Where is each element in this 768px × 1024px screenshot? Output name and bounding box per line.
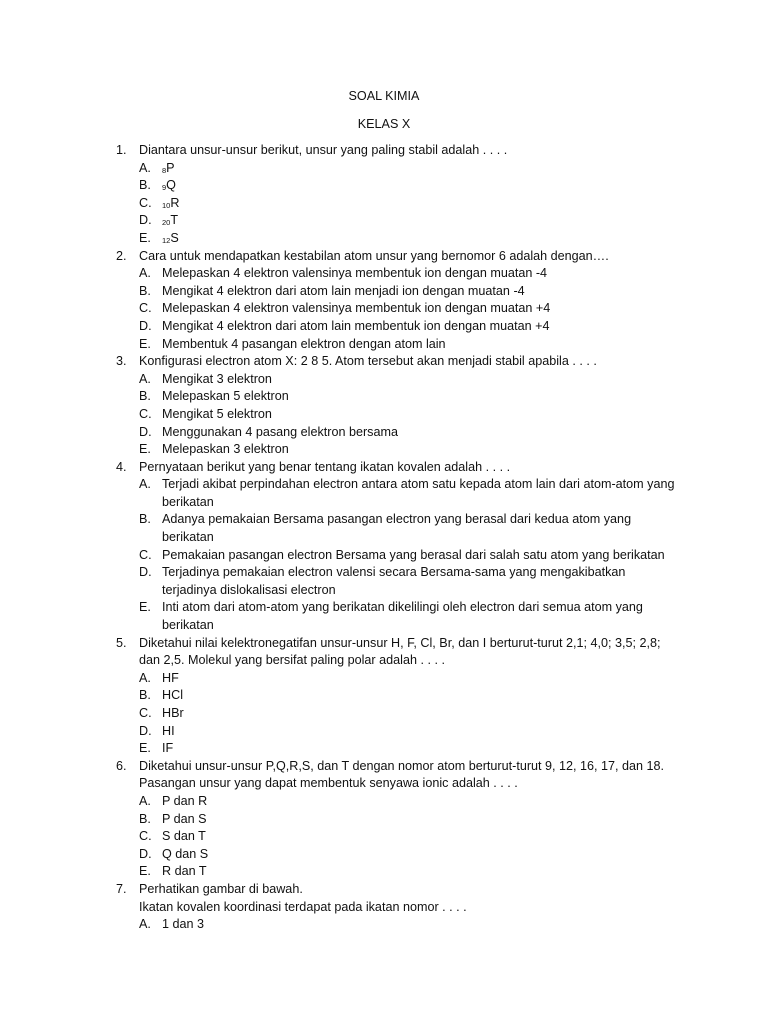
option-letter: B. bbox=[139, 178, 151, 193]
option-letter: D. bbox=[139, 213, 152, 228]
answer-option bbox=[139, 846, 676, 864]
option-letter: A. bbox=[139, 160, 151, 175]
question-text: Konfigurasi electron atom X: 2 8 5. Atom tersebut akan menjadi stabil apabila . . . . bbox=[139, 354, 597, 369]
option-letter: B. bbox=[139, 283, 151, 298]
answer-option bbox=[139, 388, 676, 406]
answer-option bbox=[139, 476, 676, 511]
option-text: Mengikat 5 elektron bbox=[162, 406, 272, 421]
answer-option bbox=[139, 406, 676, 424]
option-letter: E. bbox=[139, 336, 151, 351]
option-letter: E. bbox=[139, 442, 151, 457]
question-text: Diketahui nilai kelektronegatifan unsur-unsur H, F, Cl, Br, dan I berturut-turut 2,1; 4,0; 3,5; 2,8; dan 2,5. Molekul yang bersifat paling polar adalah . . . . bbox=[139, 635, 661, 668]
option-letter: D. bbox=[139, 846, 152, 861]
question-body bbox=[139, 142, 676, 248]
option-letter: E. bbox=[139, 230, 151, 245]
option-letter: A. bbox=[139, 670, 151, 685]
element-symbol: T bbox=[170, 213, 179, 228]
answer-option bbox=[139, 564, 676, 599]
question-text: Diketahui unsur-unsur P,Q,R,S, dan T dengan nomor atom berturut-turut 9, 12, 16, 17, dan 18. Pasangan unsur yang dapat membentuk senyawa ionic adalah . . . . bbox=[139, 758, 665, 791]
element-symbol: Q bbox=[166, 178, 176, 193]
answer-option bbox=[139, 441, 676, 459]
option-letter: A. bbox=[139, 266, 151, 281]
option-text: Melepaskan 5 elektron bbox=[162, 389, 289, 404]
option-text: Melepaskan 4 elektron valensinya membentuk ion dengan muatan -4 bbox=[162, 266, 548, 281]
option-text: P dan S bbox=[162, 811, 207, 826]
question-body bbox=[139, 881, 676, 934]
answer-option bbox=[139, 371, 676, 389]
answer-option bbox=[139, 705, 676, 723]
answer-option bbox=[139, 177, 676, 195]
question-body bbox=[139, 459, 676, 635]
option-text bbox=[162, 195, 676, 213]
question-item bbox=[116, 248, 676, 354]
question-body bbox=[139, 635, 676, 758]
option-letter: D. bbox=[139, 424, 152, 439]
option-letter: C. bbox=[139, 301, 152, 316]
answer-option bbox=[139, 863, 676, 881]
question-number: 6. bbox=[116, 758, 127, 773]
question-body bbox=[139, 353, 676, 459]
question-item bbox=[116, 635, 676, 758]
option-text: Terjadinya pemakaian electron valensi secara Bersama-sama yang mengakibatkan terjadinya dislokalisasi electron bbox=[162, 565, 626, 597]
answer-option bbox=[139, 511, 676, 546]
option-text: Mengikat 3 elektron bbox=[162, 371, 272, 386]
question-body bbox=[139, 248, 676, 354]
option-text: Membentuk 4 pasangan elektron dengan atom lain bbox=[162, 336, 446, 351]
answer-option bbox=[139, 230, 676, 248]
option-letter: C. bbox=[139, 406, 152, 421]
answer-option bbox=[139, 265, 676, 283]
option-text: S dan T bbox=[162, 829, 206, 844]
option-letter: A. bbox=[139, 793, 151, 808]
option-letter: B. bbox=[139, 811, 151, 826]
option-text: Menggunakan 4 pasang elektron bersama bbox=[162, 424, 398, 439]
option-letter: B. bbox=[139, 688, 151, 703]
atomic-number: 12 bbox=[162, 235, 171, 245]
option-text: Terjadi akibat perpindahan electron antara atom satu kepada atom lain dari atom-atom yang berikatan bbox=[162, 477, 675, 509]
answer-option bbox=[139, 740, 676, 758]
question-number: 7. bbox=[116, 881, 127, 896]
atomic-number: 10 bbox=[162, 200, 171, 210]
atomic-number: 20 bbox=[162, 218, 171, 228]
option-text: HBr bbox=[162, 706, 184, 720]
element-symbol: S bbox=[170, 230, 179, 245]
option-text: HI bbox=[162, 723, 175, 738]
option-letter: B. bbox=[139, 389, 151, 404]
answer-option bbox=[139, 723, 676, 741]
answer-option bbox=[139, 670, 676, 688]
option-letter: E. bbox=[139, 600, 151, 615]
answer-option bbox=[139, 828, 676, 846]
question-text: Diantara unsur-unsur berikut, unsur yang paling stabil adalah . . . . bbox=[139, 143, 508, 157]
option-text: Inti atom dari atom-atom yang berikatan dikelilingi oleh electron dari semua atom yang berikatan bbox=[162, 600, 643, 633]
option-letter: C. bbox=[139, 195, 152, 210]
answer-option bbox=[139, 283, 676, 301]
option-text: IF bbox=[162, 741, 174, 756]
answer-option bbox=[139, 336, 676, 354]
option-letter: B. bbox=[139, 512, 151, 527]
document-subtitle: KELAS X bbox=[357, 117, 411, 131]
question-item bbox=[116, 353, 676, 459]
answer-option bbox=[139, 318, 676, 336]
option-text: Mengikat 4 elektron dari atom lain membentuk ion dengan muatan +4 bbox=[162, 318, 550, 333]
question-number: 5. bbox=[116, 635, 127, 650]
option-text bbox=[162, 230, 676, 248]
atomic-number: 9 bbox=[162, 183, 167, 193]
option-text: HCl bbox=[162, 688, 183, 703]
option-text bbox=[162, 177, 676, 195]
answer-option bbox=[139, 811, 676, 829]
option-letter: A. bbox=[139, 371, 151, 386]
answer-option bbox=[139, 916, 676, 934]
question-text: Perhatikan gambar di bawah. bbox=[139, 881, 303, 896]
option-text bbox=[162, 160, 676, 178]
option-letter: E. bbox=[139, 741, 151, 756]
question-item bbox=[116, 758, 676, 881]
option-letter: E. bbox=[139, 864, 151, 879]
question-number: 3. bbox=[116, 354, 127, 369]
question-body bbox=[139, 758, 676, 881]
option-letter: D. bbox=[139, 723, 152, 738]
option-letter: D. bbox=[139, 318, 152, 333]
question-item bbox=[116, 881, 676, 934]
option-letter: A. bbox=[139, 917, 151, 932]
option-text: Pemakaian pasangan electron Bersama yang berasal dari salah satu atom yang berikatan bbox=[162, 547, 665, 562]
answer-option bbox=[139, 687, 676, 705]
option-text: Melepaskan 4 elektron valensinya membentuk ion dengan muatan +4 bbox=[162, 301, 551, 316]
option-letter: D. bbox=[139, 565, 152, 580]
question-text: Ikatan kovalen koordinasi terdapat pada ikatan nomor . . . . bbox=[139, 899, 467, 914]
option-text: HF bbox=[162, 670, 179, 685]
option-text: R dan T bbox=[162, 864, 207, 879]
option-letter: A. bbox=[139, 477, 151, 492]
question-number: 1. bbox=[116, 143, 127, 157]
question-item bbox=[116, 459, 676, 635]
document-title: SOAL KIMIA bbox=[348, 89, 420, 103]
element-symbol: R bbox=[170, 195, 180, 210]
option-text: 1 dan 3 bbox=[162, 917, 205, 932]
option-text: Mengikat 4 elektron dari atom lain menjadi ion dengan muatan -4 bbox=[162, 283, 525, 298]
option-text: Adanya pemakaian Bersama pasangan electron yang berasal dari kedua atom yang berikatan bbox=[162, 512, 632, 545]
question-number: 4. bbox=[116, 459, 127, 474]
option-letter: C. bbox=[139, 829, 152, 844]
question-text: Pernyataan berikut yang benar tentang ikatan kovalen adalah . . . . bbox=[139, 459, 511, 474]
question-item bbox=[116, 142, 676, 248]
element-symbol: P bbox=[166, 160, 175, 175]
answer-option bbox=[139, 793, 676, 811]
answer-option bbox=[139, 212, 676, 230]
option-letter: C. bbox=[139, 547, 152, 562]
question-text: Cara untuk mendapatkan kestabilan atom unsur yang bernomor 6 adalah dengan…. bbox=[139, 248, 609, 263]
question-list bbox=[116, 142, 676, 934]
answer-option bbox=[139, 547, 676, 565]
option-letter: C. bbox=[139, 706, 152, 720]
atomic-number: 8 bbox=[162, 165, 167, 175]
answer-option bbox=[139, 160, 676, 178]
option-text: Q dan S bbox=[162, 846, 209, 861]
answer-option bbox=[139, 195, 676, 213]
answer-option bbox=[139, 300, 676, 318]
answer-option bbox=[139, 424, 676, 442]
option-text: P dan R bbox=[162, 793, 208, 808]
option-text bbox=[162, 212, 676, 230]
question-number: 2. bbox=[116, 248, 127, 263]
option-text: Melepaskan 3 elektron bbox=[162, 442, 289, 457]
answer-option bbox=[139, 599, 676, 634]
